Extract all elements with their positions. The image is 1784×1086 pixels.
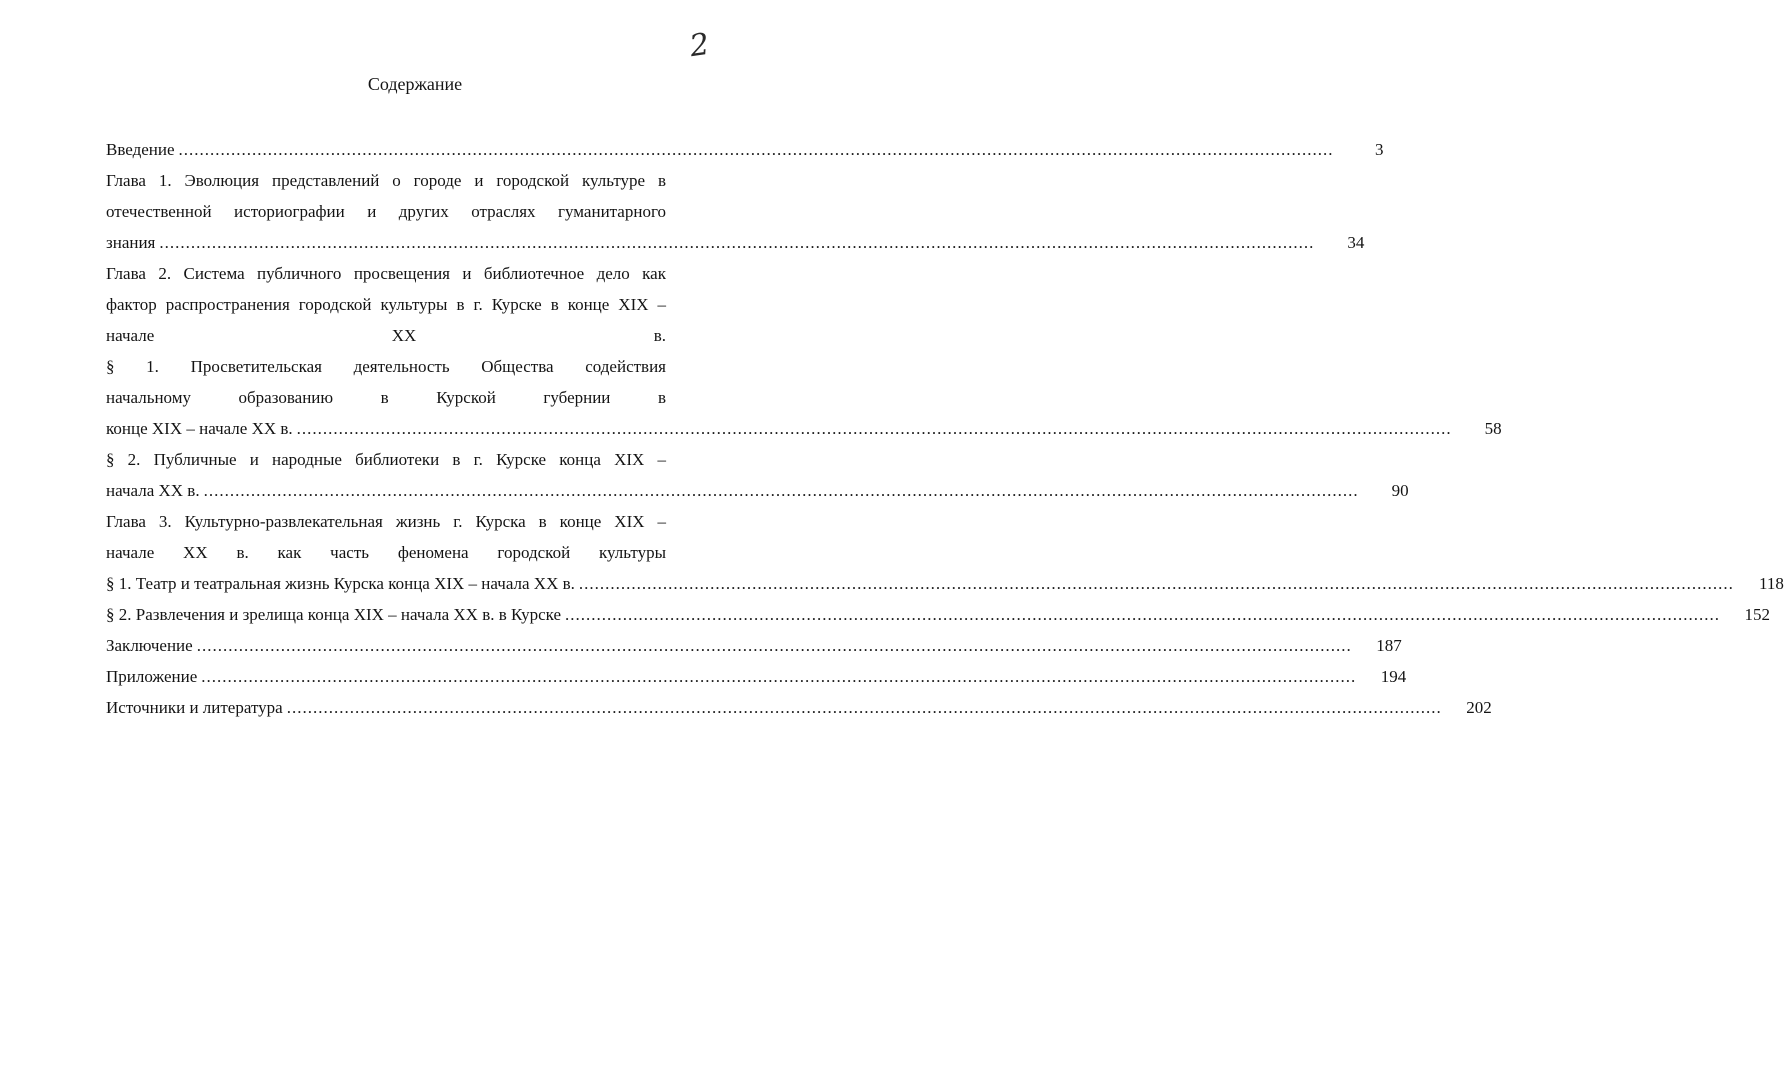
toc-title: Содержание: [367, 74, 463, 94]
toc-page-number: 34: [1347, 233, 1365, 252]
table-of-contents: [106, 134, 1784, 723]
toc-entry-line: начале XX в. как часть феномена городской культуры: [106, 543, 666, 562]
toc-entry-ch3s2: [106, 599, 1770, 630]
toc-page-number: 152: [1744, 605, 1770, 624]
toc-entry-label: Введение: [106, 140, 175, 159]
toc-entry-line: Глава 2. Система публичного просвещения и библиотечное дело как: [106, 264, 666, 283]
toc-entry-label: конце XIX – начале XX в.: [106, 419, 293, 438]
toc-page-number: 58: [1484, 419, 1502, 438]
dot-leader: ............................................................................................................................................................................................................................: [565, 605, 1720, 624]
toc-entry-label: начала XX в.: [106, 481, 200, 500]
toc-entry-line: Глава 1. Эволюция представлений о городе и городской культуре в: [106, 171, 666, 190]
toc-entry-label: Приложение: [106, 667, 198, 686]
dot-leader: ............................................................................................................................................................................................................................: [578, 574, 1734, 593]
toc-entry-leader-line: [106, 599, 1770, 630]
toc-entry-leader-line: [106, 568, 1784, 599]
toc-entry-leader-line: [106, 475, 1409, 506]
toc-entry-ch2s2: [106, 444, 1409, 506]
toc-page-number: 118: [1759, 574, 1784, 593]
toc-entry-conclusion: [106, 630, 1402, 661]
toc-entry-leader-line: [106, 413, 1502, 444]
toc-entry-appendix: [106, 661, 1407, 692]
toc-entry-leader-line: [106, 692, 1492, 723]
toc-entry-ch3: [106, 506, 712, 568]
toc-page-number: 202: [1466, 698, 1492, 717]
dot-leader: ............................................................................................................................................................................................................................: [178, 140, 1334, 159]
toc-page-number: 3: [1375, 140, 1384, 159]
toc-entry-line: § 1. Просветительская деятельность Общества содействия: [106, 357, 666, 376]
toc-entry-leader-line: [106, 630, 1402, 661]
toc-entry-intro: [106, 134, 1384, 165]
toc-page-number: 194: [1380, 667, 1407, 686]
toc-entry-line: Глава 3. Культурно-развлекательная жизнь г. Курска в конце XIX –: [106, 512, 666, 531]
toc-entry-label: Источники и литература: [106, 698, 283, 717]
toc-entry-label: § 2. Развлечения и зрелища конца XIX – начала XX в. в Курске: [106, 605, 561, 624]
dot-leader: ............................................................................................................................................................................................................................: [286, 698, 1442, 717]
toc-entry-line: отечественной историографии и других отраслях гуманитарного: [106, 202, 666, 221]
toc-entry-leader-line: [106, 134, 1384, 165]
toc-entry-ch1: [106, 165, 1365, 258]
toc-page-number: 187: [1376, 636, 1402, 655]
toc-entry-leader-line: [106, 661, 1407, 692]
dot-leader: ............................................................................................................................................................................................................................: [296, 419, 1452, 438]
toc-entry-sources: [106, 692, 1492, 723]
toc-entry-ch2s1: [106, 351, 1502, 444]
dot-leader: ............................................................................................................................................................................................................................: [201, 667, 1357, 686]
toc-entry-line: начале XX в.: [106, 326, 666, 345]
toc-entry-line: фактор распространения городской культуры в г. Курске в конце XIX –: [106, 295, 666, 314]
toc-entry-label: Заключение: [106, 636, 193, 655]
toc-entry-ch3s1: [106, 568, 1784, 599]
handwritten-page-number: 2: [687, 26, 712, 65]
dot-leader: ............................................................................................................................................................................................................................: [203, 481, 1359, 500]
toc-entry-label: § 1. Театр и театральная жизнь Курска конца XIX – начала XX в.: [106, 574, 575, 593]
toc-entry-line: § 2. Публичные и народные библиотеки в г. Курске конца XIX –: [106, 450, 666, 469]
toc-entry-leader-line: [106, 227, 1365, 258]
toc-page-number: 90: [1391, 481, 1409, 500]
toc-entry-label: знания: [106, 233, 156, 252]
dot-leader: ............................................................................................................................................................................................................................: [159, 233, 1315, 252]
dot-leader: ............................................................................................................................................................................................................................: [196, 636, 1352, 655]
toc-entry-ch2: [106, 258, 712, 351]
toc-entry-line: начальному образованию в Курской губернии в: [106, 388, 666, 407]
